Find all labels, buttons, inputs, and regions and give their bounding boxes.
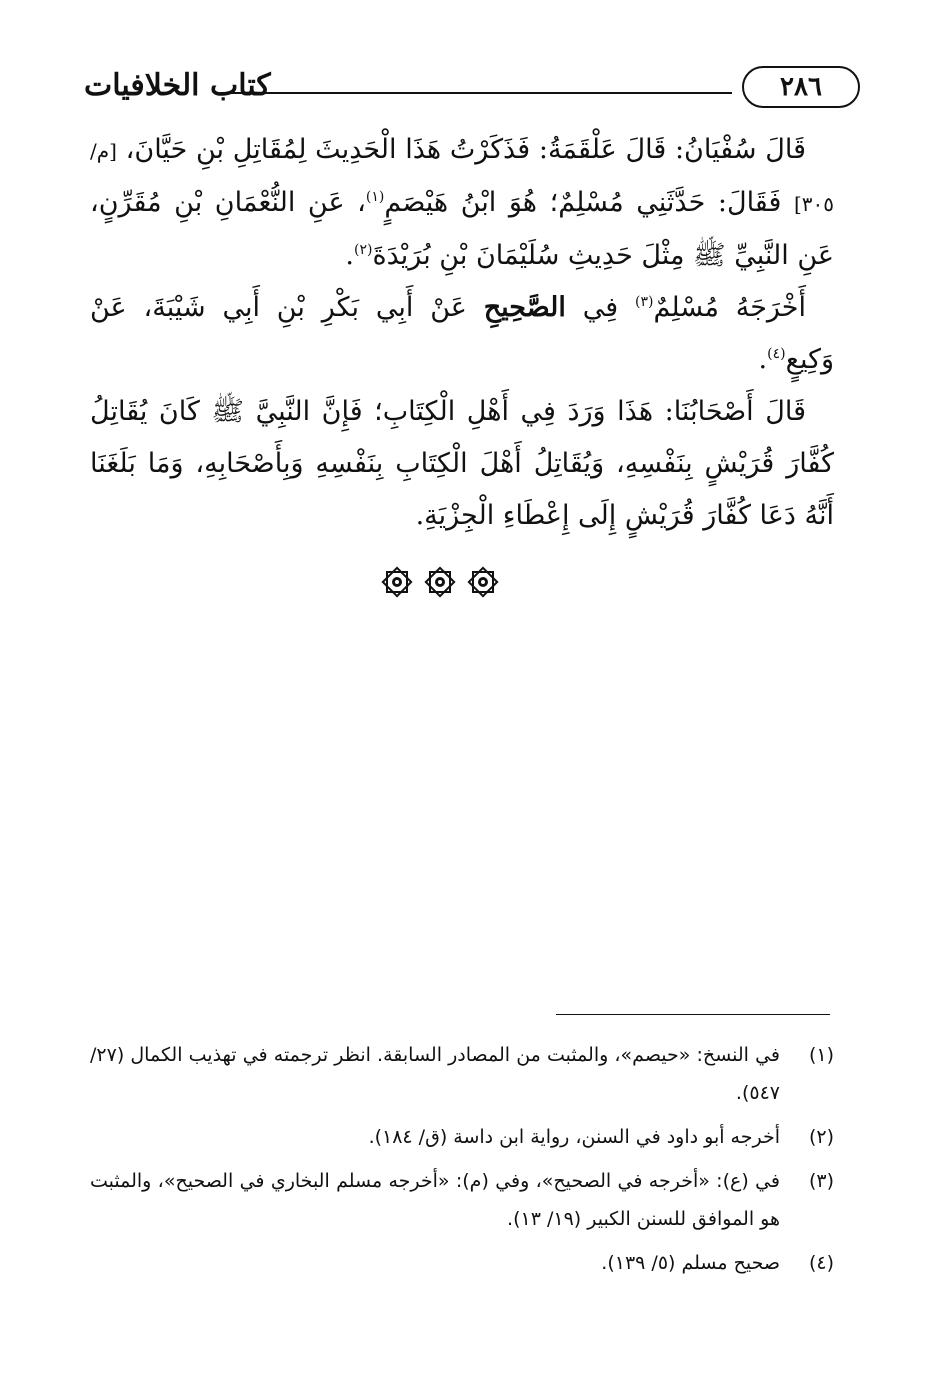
paragraph-2 [90,282,834,386]
text-line1: قَالَ سُفْيَانُ: قَالَ عَلْقَمَةُ: فَذَكَرْتُ هَذَا الْحَدِيثَ لِمُقَاتِلِ بْنِ حَيَّانَ، [116,134,806,165]
footnote-ref-3: (٣) [634,294,654,310]
text-p2c: عَنْ أَبِي بَكْرِ بْنِ أَبِي شَيْبَةَ، عَنْ وَكِيعٍ [90,292,834,375]
footnote-text: صحيح مسلم (٥/ ١٣٩). [601,1252,780,1274]
text-line2a: فَقَالَ: حَدَّثَنِي مُسْلِمٌ؛ هُوَ ابْنُ هَيْصَمٍ [384,187,782,218]
floral-star-icon [423,565,457,599]
paragraph-1 [90,124,834,282]
text-p2a: أَخْرَجَهُ مُسْلِمٌ [653,292,807,323]
footnotes [90,1036,834,1288]
footnote-item [90,1118,834,1156]
footnote-ref-2: (٢) [354,242,373,258]
text-p2-bold: الصَّحِيحِ [483,292,566,323]
footnote-number: (٢) [808,1126,834,1148]
header-divider [220,92,732,94]
floral-star-icon [380,565,414,599]
page-number-badge [742,66,860,108]
footnote-text: في (ع): «أخرجه في الصحيح»، وفي (م): «أخرجه مسلم البخاري في الصحيح»، والمثبت هو الموافق للسنن الكبير (١٩/ ١٣). [90,1170,780,1230]
text-line2b: ، عَنِ النُّعْمَانِ بْنِ مُقَرِّنٍ، عَنِ النَّبِيِّ ﷺ مِثْلَ حَدِيثِ سُلَيْمَانَ بْنِ بُرَيْدَةَ [90,187,834,271]
footnote-text: في النسخ: «حيصم»، والمثبت من المصادر السابقة. انظر ترجمته في تهذيب الكمال (٢٧/ ٥٤٧). [90,1044,780,1104]
manuscript-marker: [م/ ٣٠٥] [90,139,834,216]
footnote-item [90,1244,834,1282]
text-line2c: . [345,240,354,271]
page-header [84,62,860,120]
footnote-number: (٣) [808,1170,834,1192]
footnote-divider [556,1014,830,1015]
footnote-item [90,1162,834,1238]
section-ornament [380,560,500,604]
page-number: ٢٨٦ [780,72,822,102]
text-p2b: فِي [565,292,635,323]
paragraph-3: قَالَ أَصْحَابُنَا: هَذَا وَرَدَ فِي أَهْلِ الْكِتَابِ؛ فَإِنَّ النَّبِيَّ ﷺ كَانَ يُقَاتِلُ كُفَّارَ قُرَيْشٍ بِنَفْسِهِ، وَيُقَاتِلُ أَهْلَ الْكِتَابِ بِنَفْسِهِ وَبِأَصْحَابِهِ، وَمَا بَلَغَنَا أَنَّهُ دَعَا كُفَّارَ قُرَيْشٍ إِلَى إِعْطَاءِ الْجِزْيَةِ. [90,396,834,531]
book-title: كتاب الخلافيات [84,68,271,103]
footnote-number: (١) [808,1044,834,1066]
footnote-ref-1: (١) [365,189,385,205]
footnote-ref-4: (٤) [767,346,786,362]
floral-star-icon [466,565,500,599]
text-p2d: . [758,344,768,375]
footnote-item [90,1036,834,1112]
main-text [90,124,834,542]
footnote-number: (٤) [808,1252,834,1274]
footnote-text: أخرجه أبو داود في السنن، رواية ابن داسة (ق/ ١٨٤). [368,1126,780,1148]
